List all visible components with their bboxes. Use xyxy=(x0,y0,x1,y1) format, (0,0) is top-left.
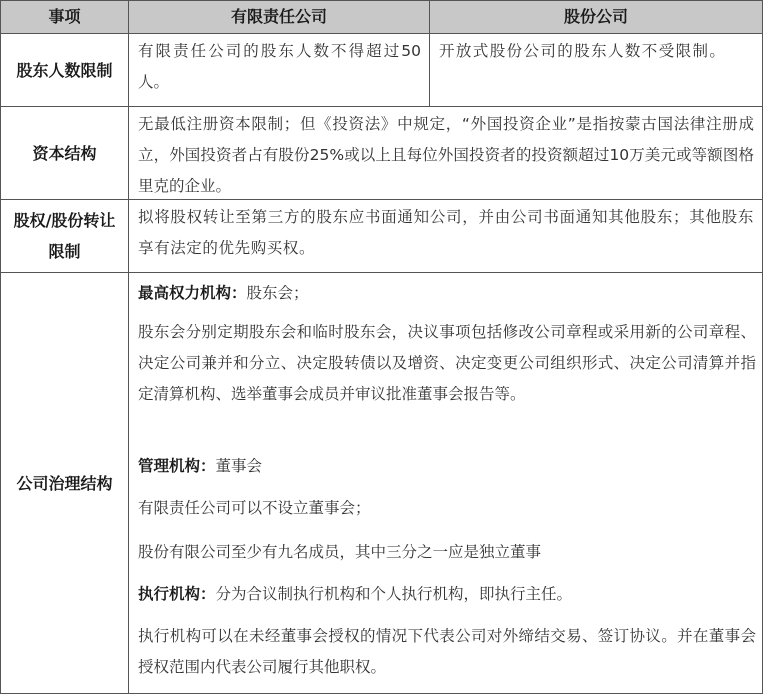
cell-llc-shareholders: 有限责任公司的股东人数不得超过50人。 xyxy=(128,33,429,106)
cell-joint-stock-shareholders: 开放式股份公司的股东人数不受限制。 xyxy=(429,33,763,106)
header-llc-label: 有限责任公司 xyxy=(230,7,327,26)
row-label-transfer: 股权/股份转让限制 xyxy=(0,199,128,272)
table-row-shareholders xyxy=(0,33,763,106)
cell-transfer: 拟将股权转让至第三方的股东应书面通知公司，并由公司书面通知其他股东；其他股东享有法定的优先购买权。 xyxy=(128,199,763,272)
governance-executive-authority: 执行机构可以在未经董事会授权的情况下代表公司对外缔结交易、签订协议。并在董事会授权范围内代表公司履行其他职权。 xyxy=(138,627,756,676)
table-row-transfer xyxy=(0,199,763,272)
cell-capital: 无最低注册资本限制；但《投资法》中规定，“外国投资企业”是指按蒙古国法律注册成立，外国投资者占有股份25%或以上且每位外国投资者的投资额超过10万美元或等额图格里克的企业。 xyxy=(128,106,763,199)
header-item-label: 事项 xyxy=(48,7,81,26)
header-item xyxy=(0,0,128,33)
table-row-capital xyxy=(0,106,763,199)
table-row-governance xyxy=(0,272,763,695)
governance-shareholders-meeting: 股东会分别定期股东会和临时股东会，决议事项包括修改公司章程或采用新的公司章程、决定公司兼并和分立、决定股转债以及增资、决定变更公司组织形式、决定公司清算并指定清算机构、选举董事会成员并审议批准董事会报告等。 xyxy=(138,323,756,403)
row-label-capital: 资本结构 xyxy=(0,106,128,199)
governance-executive-body: 执行机构：分为合议制执行机构和个人执行机构，即执行主任。 xyxy=(138,585,573,603)
governance-llc-board: 有限责任公司可以不设立董事会； xyxy=(138,499,371,517)
row-label-governance: 公司治理结构 xyxy=(0,272,128,694)
header-joint-stock xyxy=(429,0,763,33)
row-label-shareholders: 股东人数限制 xyxy=(0,33,128,106)
cell-governance xyxy=(128,272,763,694)
governance-top-authority: 最高权力机构：股东会； xyxy=(138,284,309,302)
header-llc xyxy=(128,0,429,33)
governance-jsc-board: 股份有限公司至少有九名成员，其中三分之一应是独立董事 xyxy=(138,543,542,561)
governance-management-body: 管理机构：董事会 xyxy=(138,457,263,475)
header-joint-stock-label: 股份公司 xyxy=(563,7,628,26)
table-header-row xyxy=(0,0,763,33)
